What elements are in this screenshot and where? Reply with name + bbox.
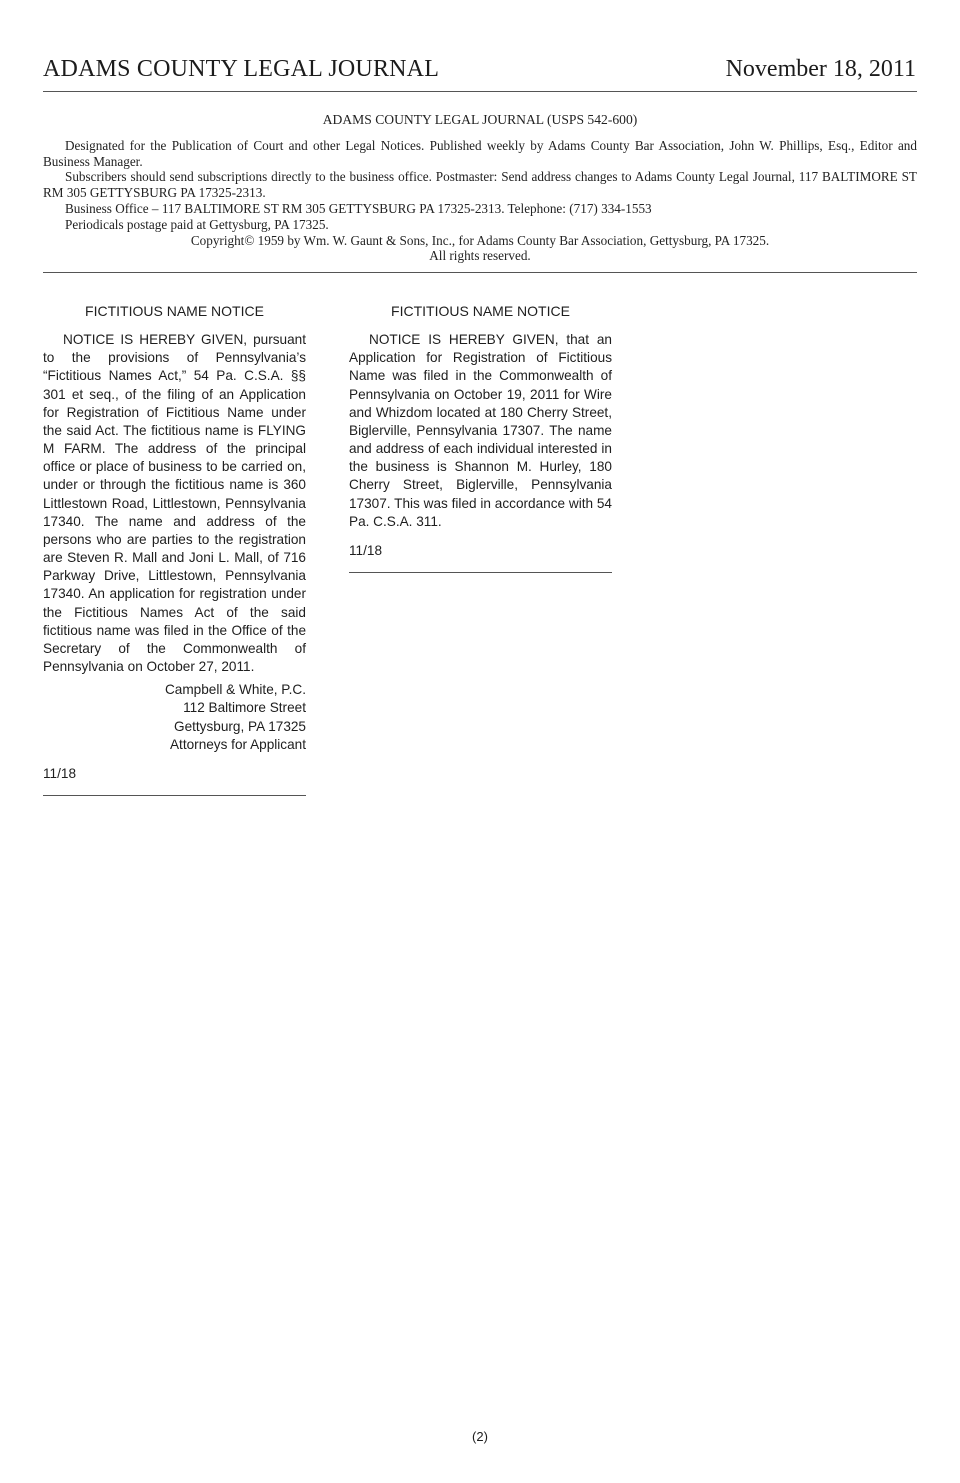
masthead-business-office: Business Office – 117 BALTIMORE ST RM 305 GETTYSBURG PA 17325-2313. Telephone: (717) 334-1553: [65, 200, 652, 216]
issue-date: November 18, 2011: [725, 56, 916, 82]
page-number: (2): [472, 1429, 488, 1444]
masthead-periodicals: Periodicals postage paid at Gettysburg, PA 17325.: [65, 216, 329, 232]
notice-end-rule: [43, 795, 306, 796]
notice-body: NOTICE IS HEREBY GIVEN, pursuant to the provisions of Pennsylvania’s “Fictitious Names Act,” 54 Pa. C.S.A. §§ 301 et seq., of the filing of an Application for Registration of Fictitious Name under the said Act. The fictitious name is FLYING M FARM. The address of the principal office or place of business to be carried on, under or through the fictitious name is 360 Littlestown Road, Littlestown, Pennsylvania 17340. The name and address of the persons who are parties to the registration are Steven R. Mall and Joni L. Mall, of 716 Parkway Drive, Littlestown, Pennsylvania 17340. An application for registration under the Fictitious Names Act of the said fictitious name was filed in the Office of the Secretary of the Commonwealth of Pennsylvania on October 27, 2011.: [43, 332, 306, 674]
signature-street: 112 Baltimore Street: [183, 700, 306, 716]
masthead-copyright: Copyright© 1959 by Wm. W. Gaunt & Sons, Inc., for Adams County Bar Association, Gettysburg, PA 17325.: [190, 232, 770, 248]
notice-signature: [43, 681, 306, 754]
notice-wire-and-whizdom: [349, 302, 612, 573]
notice-date: 11/18: [349, 542, 383, 558]
notice-title: FICTITIOUS NAME NOTICE: [85, 303, 264, 319]
signature-city: Gettysburg, PA 17325: [174, 718, 306, 734]
header-rule: [43, 91, 917, 92]
notice-flying-m-farm: [43, 302, 306, 796]
masthead-rule: [43, 272, 917, 273]
notice-body: NOTICE IS HEREBY GIVEN, that an Application for Registration of Fictitious Name was filed in the Commonwealth of Pennsylvania on October 19, 2011 for Wire and Whizdom located at 180 Cherry Street, Biglerville, Pennsylvania 17307. The name and address of each individual interested in the business is Shannon M. Hurley, 180 Cherry Street, Biglerville, Pennsylvania 17307. This was filed in accordance with 54 Pa. C.S.A. 311.: [349, 332, 612, 529]
notice-title: FICTITIOUS NAME NOTICE: [391, 303, 570, 319]
signature-role: Attorneys for Applicant: [169, 736, 306, 752]
masthead-name: ADAMS COUNTY LEGAL JOURNAL (USPS 542-600): [322, 112, 638, 127]
journal-title: ADAMS COUNTY LEGAL JOURNAL: [43, 56, 440, 82]
masthead-designation: Designated for the Publication of Court and other Legal Notices. Published weekly by Adams County Bar Association, John W. Phillips, Esq., Editor and Business Manager.: [43, 137, 917, 169]
masthead: [43, 112, 917, 264]
signature-firm: Campbell & White, P.C.: [164, 682, 306, 698]
masthead-subscribers: Subscribers should send subscriptions directly to the business office. Postmaster: Send address changes to Adams County Legal Journal, 117 BALTIMORE ST RM 305 GETTYSBURG PA 17325-2313.: [43, 169, 917, 201]
notice-end-rule: [349, 572, 612, 573]
masthead-rights: All rights reserved.: [429, 248, 531, 264]
notice-date: 11/18: [43, 765, 77, 781]
